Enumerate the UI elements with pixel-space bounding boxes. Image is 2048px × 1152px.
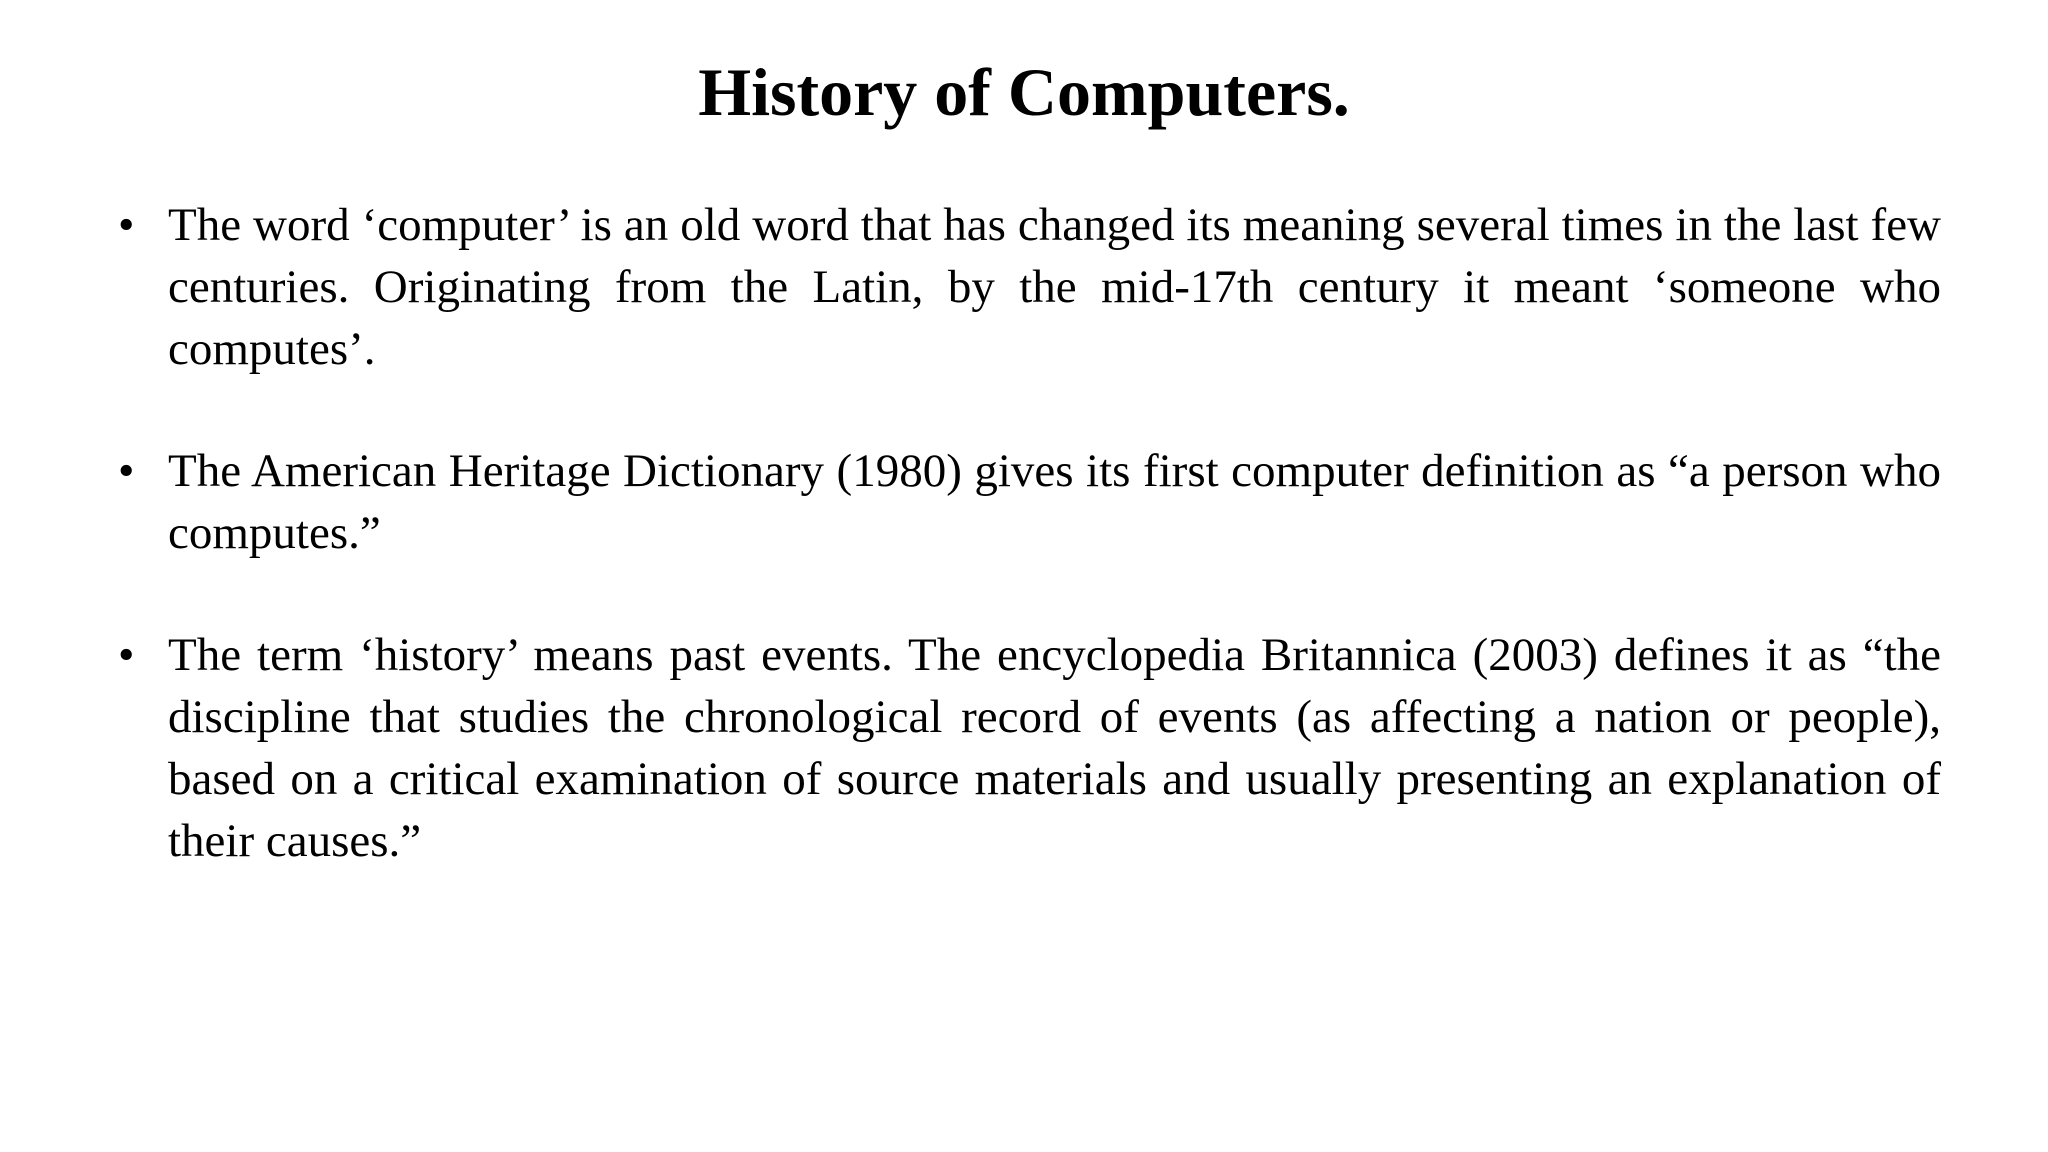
bullet-item-word-computer	[118, 194, 1941, 380]
bullet-text: The American Heritage Dictionary (1980) gives its first computer definition as “a person who computes.”	[168, 445, 1941, 559]
bullet-dot-icon: •	[118, 629, 135, 681]
bullet-dot-icon: •	[118, 445, 135, 497]
bullet-item-term-history	[118, 624, 1941, 872]
slide-title: History of Computers.	[698, 54, 1350, 130]
bullet-text: The word ‘computer’ is an old word that has changed its meaning several times in the last few centuries. Originating from the Latin, by the mid-17th century it meant ‘someone who computes’.	[168, 199, 1941, 375]
bullet-dot-icon: •	[118, 199, 135, 251]
bullet-list	[118, 194, 1941, 932]
bullet-item-dictionary-definition	[118, 440, 1941, 564]
bullet-text: The term ‘history’ means past events. The encyclopedia Britannica (2003) defines it as “the discipline that studies the chronological record of events (as affecting a nation or people), based on a critical examination of source materials and usually presenting an explanation of their causes.”	[168, 629, 1941, 867]
